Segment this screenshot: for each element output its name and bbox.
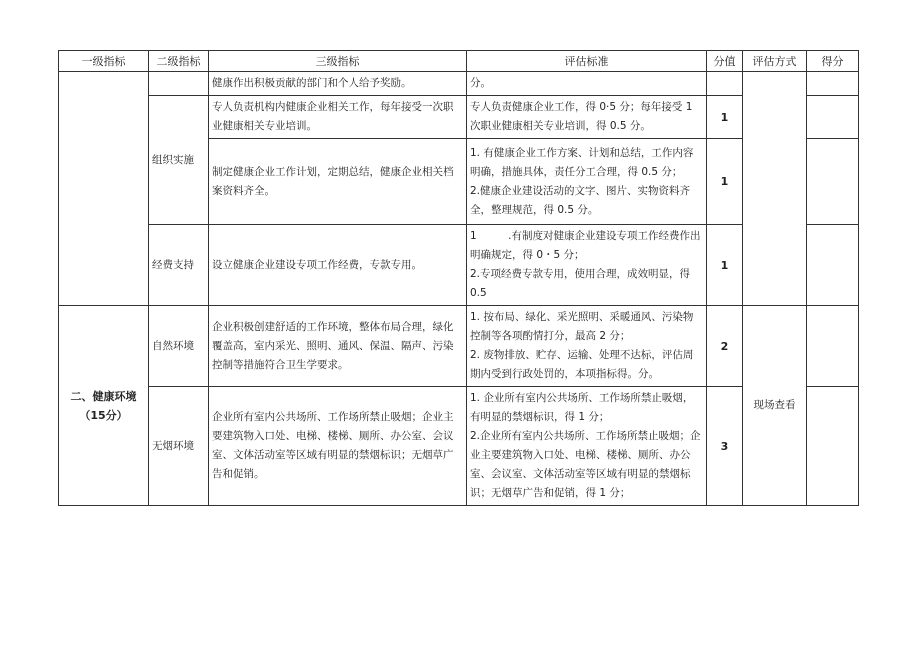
score-cell bbox=[807, 139, 859, 225]
criteria-item-1: 1. 按布局、绿化、采光照明、采暖通风、污染物控制等各项酌情打分，最高 2 分； bbox=[470, 311, 694, 342]
points-cell: 1 bbox=[707, 225, 743, 306]
level2-cell: 经费支持 bbox=[149, 225, 209, 306]
header-criteria: 评估标准 bbox=[467, 51, 707, 72]
method-cell: 现场查看 bbox=[743, 306, 807, 506]
level1-cell-empty bbox=[59, 72, 149, 306]
criteria-item-2: 2. 废物排放、贮存、运输、处理不达标，评估周期内受到行政处罚的，本项指标得。分。 bbox=[470, 349, 694, 380]
method-cell-empty bbox=[743, 72, 807, 306]
criteria-cell bbox=[467, 139, 707, 225]
header-points: 分值 bbox=[707, 51, 743, 72]
header-score: 得分 bbox=[807, 51, 859, 72]
level3-cell: 专人负责机构内健康企业相关工作，每年接受一次职业健康相关专业培训。 bbox=[209, 96, 467, 139]
score-cell bbox=[807, 72, 859, 96]
level3-cell: 设立健康企业建设专项工作经费，专款专用。 bbox=[209, 225, 467, 306]
level2-cell-empty bbox=[149, 72, 209, 96]
level1-cell: 二、健康环境（15分） bbox=[59, 306, 149, 506]
level2-cell: 组织实施 bbox=[149, 96, 209, 225]
criteria-item-1: 1 .有制度对健康企业建设专项工作经费作出明确规定，得 0・5 分； bbox=[470, 230, 701, 261]
points-cell: 2 bbox=[707, 306, 743, 387]
level2-cell: 无烟环境 bbox=[149, 387, 209, 506]
criteria-item-2: 2.专项经费专款专用，使用合理，成效明显，得 0.5 bbox=[470, 268, 691, 299]
table-row bbox=[59, 96, 859, 139]
table-row bbox=[59, 72, 859, 96]
level3-cell: 健康作出积极贡献的部门和个人给予奖励。 bbox=[209, 72, 467, 96]
header-row bbox=[59, 51, 859, 72]
level3-cell: 企业积极创建舒适的工作环境，整体布局合理，绿化覆盖高，室内采光、照明、通风、保温、隔声、污染控制等措施符合卫生学要求。 bbox=[209, 306, 467, 387]
criteria-cell: 专人负责健康企业工作，得 0·5 分；每年接受 1 次职业健康相关专业培训，得 0.5 分。 bbox=[467, 96, 707, 139]
criteria-item-2: 2.企业所有室内公共场所、工作场所禁止吸烟；企业主要建筑物入口处、电梯、楼梯、厕所、办公室、会议室、文体活动室等区域有明显的禁烟标识；无烟草广告和促销，得 1 分； bbox=[470, 430, 701, 499]
points-cell: 3 bbox=[707, 387, 743, 506]
points-cell: 1 bbox=[707, 96, 743, 139]
criteria-cell: 分。 bbox=[467, 72, 707, 96]
criteria-cell bbox=[467, 387, 707, 506]
table-row bbox=[59, 306, 859, 387]
score-cell bbox=[807, 306, 859, 387]
header-level1: 一级指标 bbox=[59, 51, 149, 72]
table-row bbox=[59, 387, 859, 506]
criteria-cell bbox=[467, 225, 707, 306]
table-row bbox=[59, 225, 859, 306]
criteria-item-2: 2.健康企业建设活动的文字、图片、实物资料齐全，整理规范，得 0.5 分。 bbox=[470, 184, 691, 216]
level3-cell: 制定健康企业工作计划，定期总结，健康企业相关档案资料齐全。 bbox=[209, 139, 467, 225]
points-cell: 1 bbox=[707, 139, 743, 225]
level3-cell: 企业所有室内公共场所、工作场所禁止吸烟；企业主要建筑物入口处、电梯、楼梯、厕所、办公室、会议室、文体活动室等区域有明显的禁烟标识；无烟草广告和促销。 bbox=[209, 387, 467, 506]
header-method: 评估方式 bbox=[743, 51, 807, 72]
score-cell bbox=[807, 225, 859, 306]
header-level3: 三级指标 bbox=[209, 51, 467, 72]
criteria-cell bbox=[467, 306, 707, 387]
score-cell bbox=[807, 96, 859, 139]
criteria-item-1: 1. 有健康企业工作方案、计划和总结，工作内容明确，措施具体，责任分工合理，得 0.5 分； bbox=[470, 146, 694, 178]
level2-cell: 自然环境 bbox=[149, 306, 209, 387]
evaluation-table bbox=[58, 50, 859, 506]
score-cell bbox=[807, 387, 859, 506]
header-level2: 二级指标 bbox=[149, 51, 209, 72]
points-cell-empty bbox=[707, 72, 743, 96]
criteria-item-1: 1. 企业所有室内公共场所、工作场所禁止吸烟，有明显的禁烟标识，得 1 分； bbox=[470, 392, 694, 423]
